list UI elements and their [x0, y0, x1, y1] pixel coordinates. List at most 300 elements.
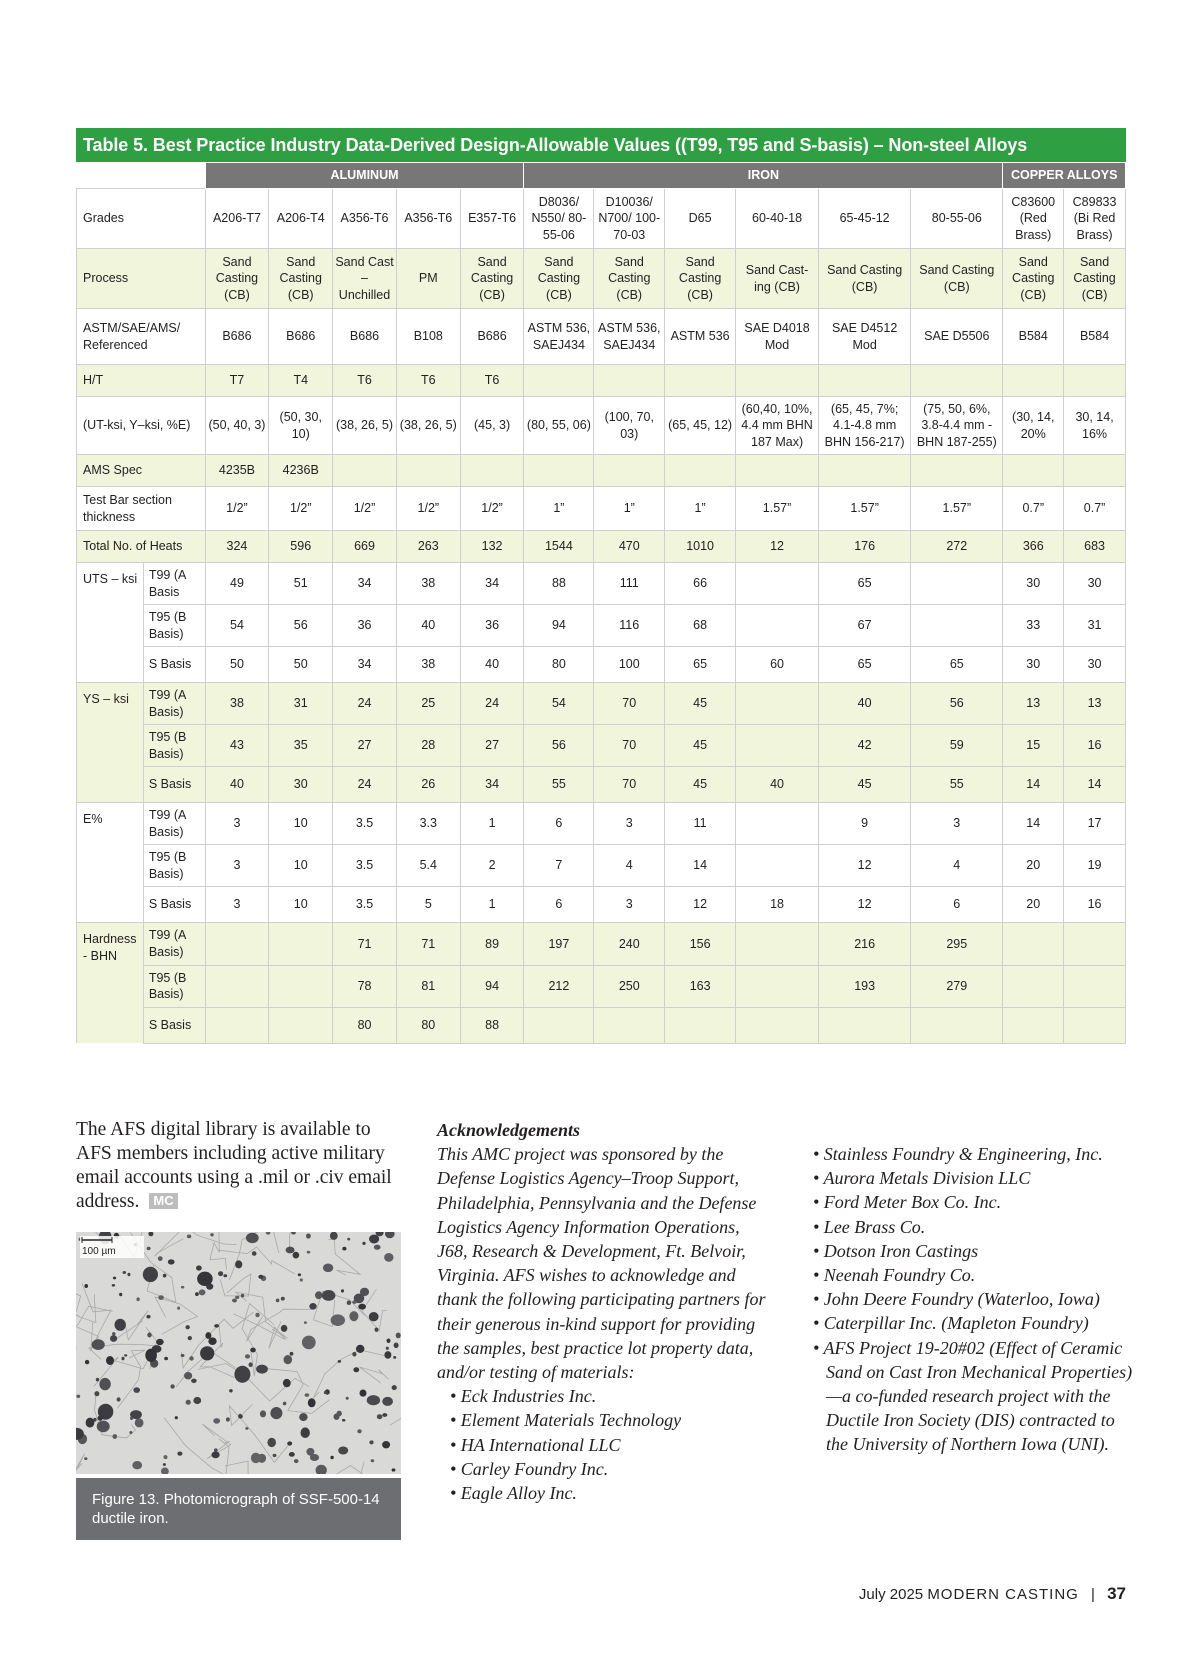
table-cell: ASTM 536 — [665, 309, 736, 365]
table-row — [77, 1007, 1126, 1043]
table-cell: E357-T6 — [460, 189, 524, 249]
table-cell: 65-45-12 — [819, 189, 911, 249]
partner-items — [813, 1142, 1133, 1457]
table-cell — [269, 923, 333, 966]
table-cell — [911, 563, 1003, 605]
table-cell: 3 — [594, 803, 665, 845]
data-table — [76, 162, 1126, 1044]
table-cell: 56 — [524, 725, 594, 767]
table-cell: 65 — [665, 647, 736, 683]
table-row — [77, 887, 1126, 923]
table-row — [77, 605, 1126, 647]
table-cell: 4 — [911, 845, 1003, 887]
table-cell — [524, 455, 594, 487]
table-cell: 55 — [911, 767, 1003, 803]
table-cell: 94 — [524, 605, 594, 647]
table-cell: D65 — [665, 189, 736, 249]
table-cell: 295 — [911, 923, 1003, 966]
table-row — [77, 309, 1126, 365]
table-cell: 88 — [460, 1007, 524, 1043]
table-cell: Sand Casting (CB) — [911, 249, 1003, 309]
basis-label: S Basis — [143, 1007, 205, 1043]
table-cell: 50 — [205, 647, 269, 683]
table-cell — [205, 923, 269, 966]
table-cell — [1064, 1007, 1126, 1043]
table-cell: 1/2” — [396, 487, 460, 531]
table-cell: 4235B — [205, 455, 269, 487]
table-cell: 1” — [594, 487, 665, 531]
acknowledgements — [437, 1118, 767, 1505]
table-cell: 40 — [205, 767, 269, 803]
acknowledgements-title: Acknowledgements — [437, 1120, 580, 1140]
table-cell: T6 — [460, 365, 524, 397]
table-cell: 38 — [396, 563, 460, 605]
row-label: Process — [77, 249, 206, 309]
table-cell: ASTM 536, SAEJ434 — [594, 309, 665, 365]
row-label: AMS Spec — [77, 455, 206, 487]
table-cell — [665, 365, 736, 397]
table-row — [77, 487, 1126, 531]
table-cell: 176 — [819, 531, 911, 563]
table-cell: 212 — [524, 965, 594, 1007]
table-cell: 1.57” — [911, 487, 1003, 531]
basis-label: T99 (A Basis — [143, 563, 205, 605]
basis-label: T95 (B Basis) — [143, 965, 205, 1007]
photomicrograph-image — [76, 1232, 401, 1474]
partner-list-item: • Stainless Foundry & Engineering, Inc. — [813, 1144, 1103, 1164]
basis-label: T99 (A Basis) — [143, 803, 205, 845]
table-cell: 1/2” — [269, 487, 333, 531]
table-cell — [736, 923, 819, 966]
table-cell: C83600 (Red Brass) — [1003, 189, 1064, 249]
table-cell: 6 — [524, 887, 594, 923]
table-cell: 56 — [269, 605, 333, 647]
table-cell: C89833 (Bi Red Brass) — [1064, 189, 1126, 249]
table-cell: 31 — [1064, 605, 1126, 647]
table-cell: 56 — [911, 683, 1003, 725]
table-cell — [736, 1007, 819, 1043]
table-cell: 26 — [396, 767, 460, 803]
design-allowables-table — [76, 128, 1126, 1044]
table-cell — [269, 965, 333, 1007]
table-cell: 10 — [269, 803, 333, 845]
table-cell: 59 — [911, 725, 1003, 767]
table-cell: 1544 — [524, 531, 594, 563]
basis-label: T99 (A Basis) — [143, 923, 205, 966]
table-cell — [333, 455, 397, 487]
table-cell: 6 — [524, 803, 594, 845]
table-cell — [524, 1007, 594, 1043]
table-row — [77, 767, 1126, 803]
table-cell: 49 — [205, 563, 269, 605]
table-row — [77, 725, 1126, 767]
table-cell: 34 — [333, 563, 397, 605]
group-label-spacer — [77, 887, 144, 923]
table-cell: 80 — [396, 1007, 460, 1043]
table-cell: 20 — [1003, 887, 1064, 923]
table-cell: Sand Casting (CB) — [594, 249, 665, 309]
table-cell: 54 — [524, 683, 594, 725]
basis-label: T95 (B Basis) — [143, 845, 205, 887]
partner-list-item: • Neenah Foundry Co. — [813, 1265, 976, 1286]
table-cell: 13 — [1064, 683, 1126, 725]
ack-list-item: • Eck Industries Inc. — [450, 1386, 597, 1407]
table-cell: 1/2” — [460, 487, 524, 531]
basis-label: S Basis — [143, 647, 205, 683]
table-cell: 60 — [736, 647, 819, 683]
table-cell: 35 — [269, 725, 333, 767]
mc-badge: MC — [149, 1193, 177, 1209]
table-cell: 470 — [594, 531, 665, 563]
table-cell: 6 — [911, 887, 1003, 923]
table-cell: 40 — [396, 605, 460, 647]
partner-list-item: • AFS Project 19-20#02 (Effect of Ceramic Sand on Cast Iron Mechanical Properties)—a co-funded research project with the Ductile Iron Society (DIS) contracted to the University of Northern Iowa (UNI). — [813, 1337, 1133, 1455]
table-cell: 36 — [333, 605, 397, 647]
table-cell: 34 — [460, 563, 524, 605]
table-cell: 30 — [1003, 647, 1064, 683]
basis-label: T95 (B Basis) — [143, 605, 205, 647]
table-cell: 324 — [205, 531, 269, 563]
table-cell: 30, 14, 16% — [1064, 397, 1126, 455]
table-cell: (75, 50, 6%, 3.8-4.4 mm - BHN 187-255) — [911, 397, 1003, 455]
table-cell: 71 — [333, 923, 397, 966]
table-cell: SAE D4018 Mod — [736, 309, 819, 365]
table-cell: 51 — [269, 563, 333, 605]
table-cell: 71 — [396, 923, 460, 966]
partner-list-item: • Dotson Iron Castings — [813, 1240, 979, 1261]
table-cell: 40 — [819, 683, 911, 725]
table-cell: 19 — [1064, 845, 1126, 887]
ack-list-item: • Element Materials Technology — [450, 1410, 682, 1431]
table-cell: 16 — [1064, 725, 1126, 767]
table-cell: 45 — [665, 683, 736, 725]
table-cell: 34 — [333, 647, 397, 683]
row-label: Total No. of Heats — [77, 531, 206, 563]
group-label-spacer — [77, 845, 144, 887]
table-cell: 1010 — [665, 531, 736, 563]
partners-list — [813, 1142, 1133, 1457]
ack-list — [437, 1384, 767, 1505]
table-cell: 55 — [524, 767, 594, 803]
table-cell: 9 — [819, 803, 911, 845]
table-cell — [1003, 455, 1064, 487]
table-row — [77, 365, 1126, 397]
group-label-spacer — [77, 1007, 144, 1043]
table-cell — [736, 683, 819, 725]
table-row — [77, 647, 1126, 683]
table-cell: B686 — [205, 309, 269, 365]
table-cell: PM — [396, 249, 460, 309]
basis-label: S Basis — [143, 887, 205, 923]
table-cell: 17 — [1064, 803, 1126, 845]
table-cell: 28 — [396, 725, 460, 767]
table-cell: Sand Casting (CB) — [1003, 249, 1064, 309]
partner-list-item: • Ford Meter Box Co. Inc. — [813, 1192, 1002, 1213]
table-cell: 3 — [911, 803, 1003, 845]
table-cell: 65 — [819, 563, 911, 605]
table-cell: 25 — [396, 683, 460, 725]
table-cell: 38 — [205, 683, 269, 725]
table-cell: 70 — [594, 725, 665, 767]
table-cell: 263 — [396, 531, 460, 563]
bottom-section — [76, 1118, 1133, 1538]
table-cell — [1064, 455, 1126, 487]
table-cell: 60-40-18 — [736, 189, 819, 249]
table-cell — [911, 365, 1003, 397]
table-cell: 65 — [911, 647, 1003, 683]
table-cell: 38 — [396, 647, 460, 683]
row-label: H/T — [77, 365, 206, 397]
group-label: E% — [77, 803, 144, 845]
table-cell: T6 — [396, 365, 460, 397]
table-row — [77, 683, 1126, 725]
table-cell: 12 — [665, 887, 736, 923]
table-cell: 68 — [665, 605, 736, 647]
table-cell: D8036/ N550/ 80-55-06 — [524, 189, 594, 249]
table-cell: 30 — [1064, 647, 1126, 683]
table-cell — [736, 845, 819, 887]
table-cell: 14 — [1003, 767, 1064, 803]
table-cell: B584 — [1064, 309, 1126, 365]
table-row — [77, 397, 1126, 455]
table-cell: 36 — [460, 605, 524, 647]
table-cell: 193 — [819, 965, 911, 1007]
table-cell: 70 — [594, 683, 665, 725]
table-cell — [205, 965, 269, 1007]
table-cell — [819, 455, 911, 487]
table-cell: B686 — [460, 309, 524, 365]
table-cell — [460, 455, 524, 487]
table-cell: 5.4 — [396, 845, 460, 887]
partner-list-item: • Lee Brass Co. — [813, 1216, 926, 1237]
table-cell: 3 — [594, 887, 665, 923]
table-cell: 80 — [333, 1007, 397, 1043]
table-cell — [911, 455, 1003, 487]
table-cell: 3.3 — [396, 803, 460, 845]
table-cell: (45, 3) — [460, 397, 524, 455]
group-aluminum: ALUMINUM — [205, 163, 524, 189]
table-cell — [269, 1007, 333, 1043]
table-cell: 3.5 — [333, 803, 397, 845]
table-cell: 156 — [665, 923, 736, 966]
basis-label: T99 (A Basis) — [143, 683, 205, 725]
table-cell: (30, 14, 20% — [1003, 397, 1064, 455]
table-cell: 132 — [460, 531, 524, 563]
table-cell: 279 — [911, 965, 1003, 1007]
table-cell: 30 — [269, 767, 333, 803]
table-body — [77, 189, 1126, 1044]
table-cell: 24 — [333, 767, 397, 803]
group-label-spacer — [77, 605, 144, 647]
table-cell — [665, 455, 736, 487]
table-cell: 88 — [524, 563, 594, 605]
table-cell: 3.5 — [333, 887, 397, 923]
table-cell: 0.7” — [1003, 487, 1064, 531]
partner-list-item: • Aurora Metals Division LLC — [813, 1168, 1031, 1189]
table-cell: 12 — [819, 887, 911, 923]
row-label: ASTM/SAE/AMS/ Referenced — [77, 309, 206, 365]
table-cell — [736, 563, 819, 605]
table-cell: 5 — [396, 887, 460, 923]
table-title: Table 5. Best Practice Industry Data-Derived Design-Allowable Values ((T99, T95 and S-basis) – Non-steel Alloys — [76, 128, 1126, 162]
table-cell: 80 — [524, 647, 594, 683]
table-cell — [1064, 965, 1126, 1007]
table-cell: 30 — [1064, 563, 1126, 605]
table-cell: (50, 30, 10) — [269, 397, 333, 455]
row-label: (UT-ksi, Y–ksi, %E) — [77, 397, 206, 455]
group-label: YS – ksi — [77, 683, 144, 725]
table-cell: 3.5 — [333, 845, 397, 887]
table-cell: 70 — [594, 767, 665, 803]
table-cell: 14 — [1064, 767, 1126, 803]
group-copper: COPPER ALLOYS — [1003, 163, 1126, 189]
table-cell: 50 — [269, 647, 333, 683]
table-cell: Sand Casting (CB) — [665, 249, 736, 309]
table-cell: Sand Cast – Unchilled — [333, 249, 397, 309]
table-row — [77, 531, 1126, 563]
table-cell — [911, 605, 1003, 647]
table-cell: Sand Casting (CB) — [460, 249, 524, 309]
table-cell: ASTM 536, SAEJ434 — [524, 309, 594, 365]
table-cell: Sand Casting (CB) — [269, 249, 333, 309]
photomicrograph — [76, 1232, 401, 1474]
table-cell: (38, 26, 5) — [396, 397, 460, 455]
table-cell: 12 — [736, 531, 819, 563]
table-cell: 0.7” — [1064, 487, 1126, 531]
footer-date: July 2025 — [858, 1586, 924, 1603]
table-cell: (100, 70, 03) — [594, 397, 665, 455]
scale-label: 100 µm — [82, 1246, 116, 1257]
table-cell: 596 — [269, 531, 333, 563]
table-row — [77, 965, 1126, 1007]
table-cell — [594, 1007, 665, 1043]
table-cell: 2 — [460, 845, 524, 887]
table-cell: 272 — [911, 531, 1003, 563]
table-cell: Sand Casting (CB) — [524, 249, 594, 309]
table-cell: B686 — [269, 309, 333, 365]
table-cell: 4 — [594, 845, 665, 887]
table-cell: 3 — [205, 845, 269, 887]
table-cell: 12 — [819, 845, 911, 887]
table-cell: 240 — [594, 923, 665, 966]
table-cell: A206-T7 — [205, 189, 269, 249]
table-cell: (65, 45, 12) — [665, 397, 736, 455]
table-cell — [819, 365, 911, 397]
table-cell: 40 — [460, 647, 524, 683]
table-cell: 1” — [665, 487, 736, 531]
table-cell: Sand Casting (CB) — [1064, 249, 1126, 309]
table-cell: 33 — [1003, 605, 1064, 647]
table-cell — [594, 455, 665, 487]
group-iron: IRON — [524, 163, 1003, 189]
table-cell: 1 — [460, 887, 524, 923]
group-label-spacer — [77, 767, 144, 803]
table-cell: T6 — [333, 365, 397, 397]
table-cell — [911, 1007, 1003, 1043]
table-cell: 366 — [1003, 531, 1064, 563]
acknowledgements-body: This AMC project was sponsored by the Defense Logistics Agency–Troop Support, Philadelphia, Pennsylvania and the Defense Logistics Agency Information Operations, J68, Research & Development, Ft. Belvoir, Virginia. AFS wishes to acknowledge and thank the following participating partners for their generous in-kind support for providing the samples, best practice lot property data, and/or testing of materials: — [437, 1144, 766, 1383]
table-cell: A356-T6 — [333, 189, 397, 249]
footer-magazine: MODERN CASTING — [927, 1586, 1079, 1603]
group-label-spacer — [77, 725, 144, 767]
page-footer — [859, 1584, 1126, 1604]
table-cell: 1/2” — [333, 487, 397, 531]
table-cell — [205, 1007, 269, 1043]
table-cell: 7 — [524, 845, 594, 887]
table-cell: 10 — [269, 845, 333, 887]
table-cell: 27 — [333, 725, 397, 767]
table-cell: 1 — [460, 803, 524, 845]
table-row — [77, 923, 1126, 966]
figure-caption: Figure 13. Photomicrograph of SSF-500-14 ductile iron. — [76, 1478, 401, 1540]
table-cell: 45 — [665, 767, 736, 803]
basis-label: S Basis — [143, 767, 205, 803]
table-cell: A206-T4 — [269, 189, 333, 249]
table-cell: 11 — [665, 803, 736, 845]
table-cell: 14 — [665, 845, 736, 887]
library-note-text: The AFS digital library is available to AFS members including active military email accounts using a .mil or .civ email address. — [76, 1119, 392, 1212]
group-label-spacer — [77, 647, 144, 683]
table-cell: 31 — [269, 683, 333, 725]
table-row — [77, 455, 1126, 487]
table-cell: 43 — [205, 725, 269, 767]
table-cell: Sand Cast- ing (CB) — [736, 249, 819, 309]
table-cell: D10036/ N700/ 100-70-03 — [594, 189, 665, 249]
table-cell: B108 — [396, 309, 460, 365]
table-cell — [736, 365, 819, 397]
table-cell — [819, 1007, 911, 1043]
table-cell: 216 — [819, 923, 911, 966]
table-cell: SAE D4512 Mod — [819, 309, 911, 365]
table-cell: 89 — [460, 923, 524, 966]
table-cell: (50, 40, 3) — [205, 397, 269, 455]
table-cell: 40 — [736, 767, 819, 803]
table-cell: (60,40, 10%, 4.4 mm BHN 187 Max) — [736, 397, 819, 455]
table-cell: 250 — [594, 965, 665, 1007]
table-cell: 27 — [460, 725, 524, 767]
footer-separator: | — [1091, 1586, 1095, 1603]
table-cell: 683 — [1064, 531, 1126, 563]
table-cell: 15 — [1003, 725, 1064, 767]
table-cell: B686 — [333, 309, 397, 365]
table-cell: 14 — [1003, 803, 1064, 845]
table-cell: 18 — [736, 887, 819, 923]
table-cell: 163 — [665, 965, 736, 1007]
table-cell: 94 — [460, 965, 524, 1007]
table-cell: 100 — [594, 647, 665, 683]
table-cell — [736, 455, 819, 487]
ack-list-item: • Eagle Alloy Inc. — [450, 1483, 577, 1504]
library-note — [76, 1118, 396, 1214]
table-cell: 13 — [1003, 683, 1064, 725]
table-cell — [736, 965, 819, 1007]
table-cell: 78 — [333, 965, 397, 1007]
table-row — [77, 189, 1126, 249]
table-cell: 3 — [205, 887, 269, 923]
table-row — [77, 845, 1126, 887]
table-cell: 1.57” — [819, 487, 911, 531]
table-cell: 45 — [665, 725, 736, 767]
table-cell: 4236B — [269, 455, 333, 487]
table-cell: 24 — [333, 683, 397, 725]
table-cell: 54 — [205, 605, 269, 647]
table-cell: 34 — [460, 767, 524, 803]
table-cell: 81 — [396, 965, 460, 1007]
table-cell: SAE D5506 — [911, 309, 1003, 365]
basis-label: T95 (B Basis) — [143, 725, 205, 767]
ack-list-item: • HA International LLC — [450, 1434, 621, 1455]
table-cell: 1” — [524, 487, 594, 531]
